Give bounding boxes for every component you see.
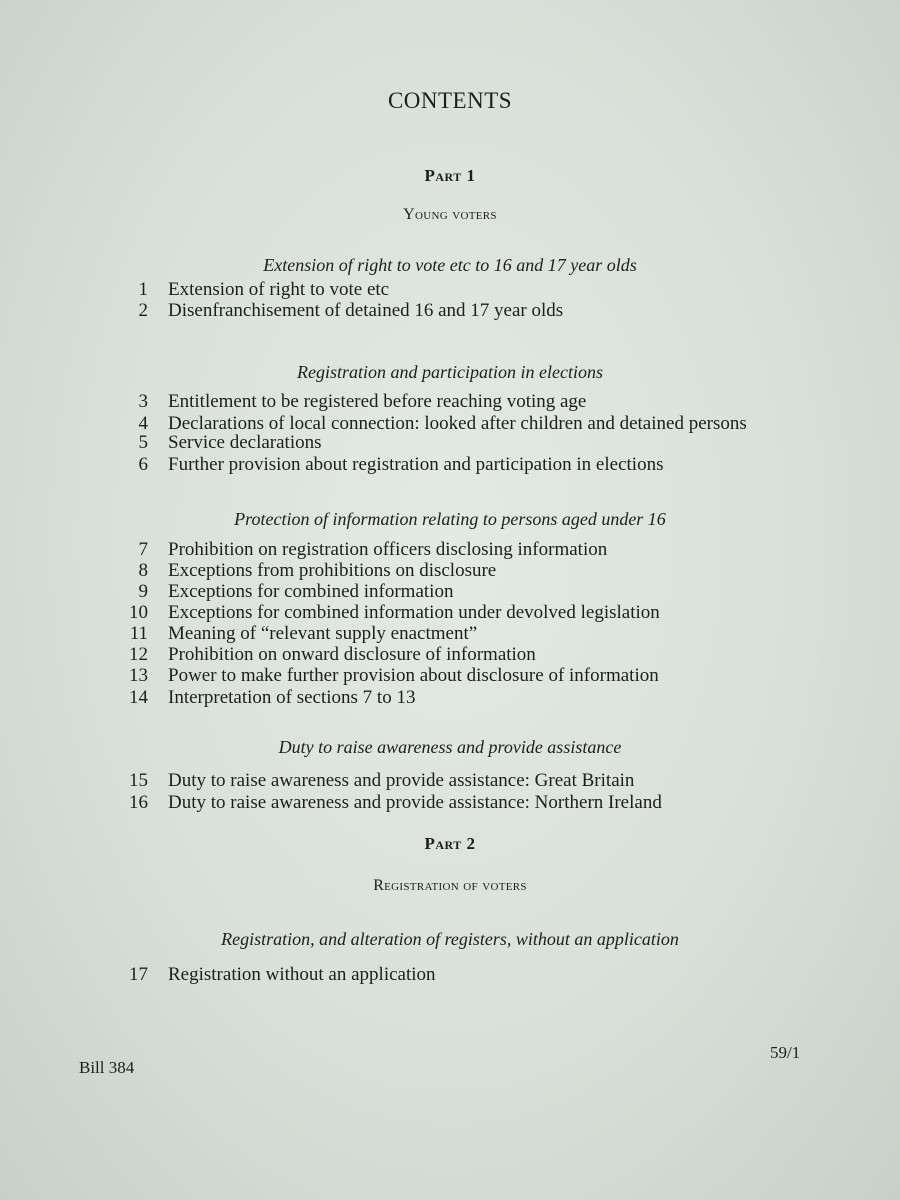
toc-entry [0,391,900,413]
toc-entry [0,665,900,687]
group-heading: Extension of right to vote etc to 16 and 17 year olds [263,255,637,275]
toc-entry [0,602,900,624]
part-2-title: Registration of voters [373,877,527,894]
bill-number: Bill 384 [79,1058,135,1077]
section-number: 2 [138,300,148,321]
section-number: 16 [129,792,148,813]
section-number: 9 [138,581,148,602]
section-number: 7 [138,539,148,560]
section-number: 14 [129,687,148,708]
contents-heading: CONTENTS [387,88,513,113]
group-heading: Duty to raise awareness and provide assistance [278,737,622,757]
toc-entry [0,432,900,454]
part-1-title: Young voters [403,206,497,223]
group-heading: Protection of information relating to persons aged under 16 [234,509,666,529]
toc-entry [0,560,900,582]
section-number: 12 [129,644,148,665]
section-number: 5 [138,432,148,453]
toc-entry [0,687,900,709]
section-title: Prohibition on onward disclosure of information [168,644,536,665]
section-title: Duty to raise awareness and provide assistance: Great Britain [168,770,635,791]
section-number: 3 [138,391,148,412]
group-heading: Registration, and alteration of registers, without an application [221,929,679,949]
toc-entry [0,644,900,666]
toc-entry [0,581,900,603]
section-title: Prohibition on registration officers disclosing information [168,539,608,560]
section-title: Exceptions for combined information [168,581,454,602]
section-title: Extension of right to vote etc [168,279,390,300]
section-number: 8 [138,560,148,581]
toc-entry [0,454,900,476]
section-title: Registration without an application [168,964,436,985]
group-heading: Registration and participation in elections [297,362,603,382]
section-number: 1 [138,279,148,300]
section-title: Disenfranchisement of detained 16 and 17 year olds [168,300,564,321]
section-number: 11 [129,623,148,644]
toc-entry [0,964,900,986]
toc-entry [0,623,900,645]
part-2-label: Part 2 [424,834,476,853]
section-title: Entitlement to be registered before reaching voting age [168,391,587,412]
page-number: 59/1 [770,1043,801,1062]
section-title: Exceptions for combined information under devolved legislation [168,602,660,623]
toc-entry [0,539,900,561]
section-title: Interpretation of sections 7 to 13 [168,687,416,708]
section-title: Service declarations [168,432,322,453]
section-title: Duty to raise awareness and provide assistance: Northern Ireland [168,792,662,813]
toc-entry [0,300,900,322]
section-number: 17 [129,964,148,985]
section-number: 10 [129,602,148,623]
section-title: Declarations of local connection: looked after children and detained persons [168,413,747,434]
section-number: 13 [129,665,148,686]
section-number: 4 [138,413,148,434]
section-title: Further provision about registration and participation in elections [168,454,664,475]
section-title: Power to make further provision about disclosure of information [168,665,659,686]
toc-entry [0,792,900,814]
section-title: Meaning of “relevant supply enactment” [168,623,478,644]
part-1-label: Part 1 [424,166,476,185]
toc-entry [0,279,900,301]
section-number: 15 [129,770,148,791]
section-number: 6 [138,454,148,475]
toc-entry [0,770,900,792]
section-title: Exceptions from prohibitions on disclosure [168,560,497,581]
